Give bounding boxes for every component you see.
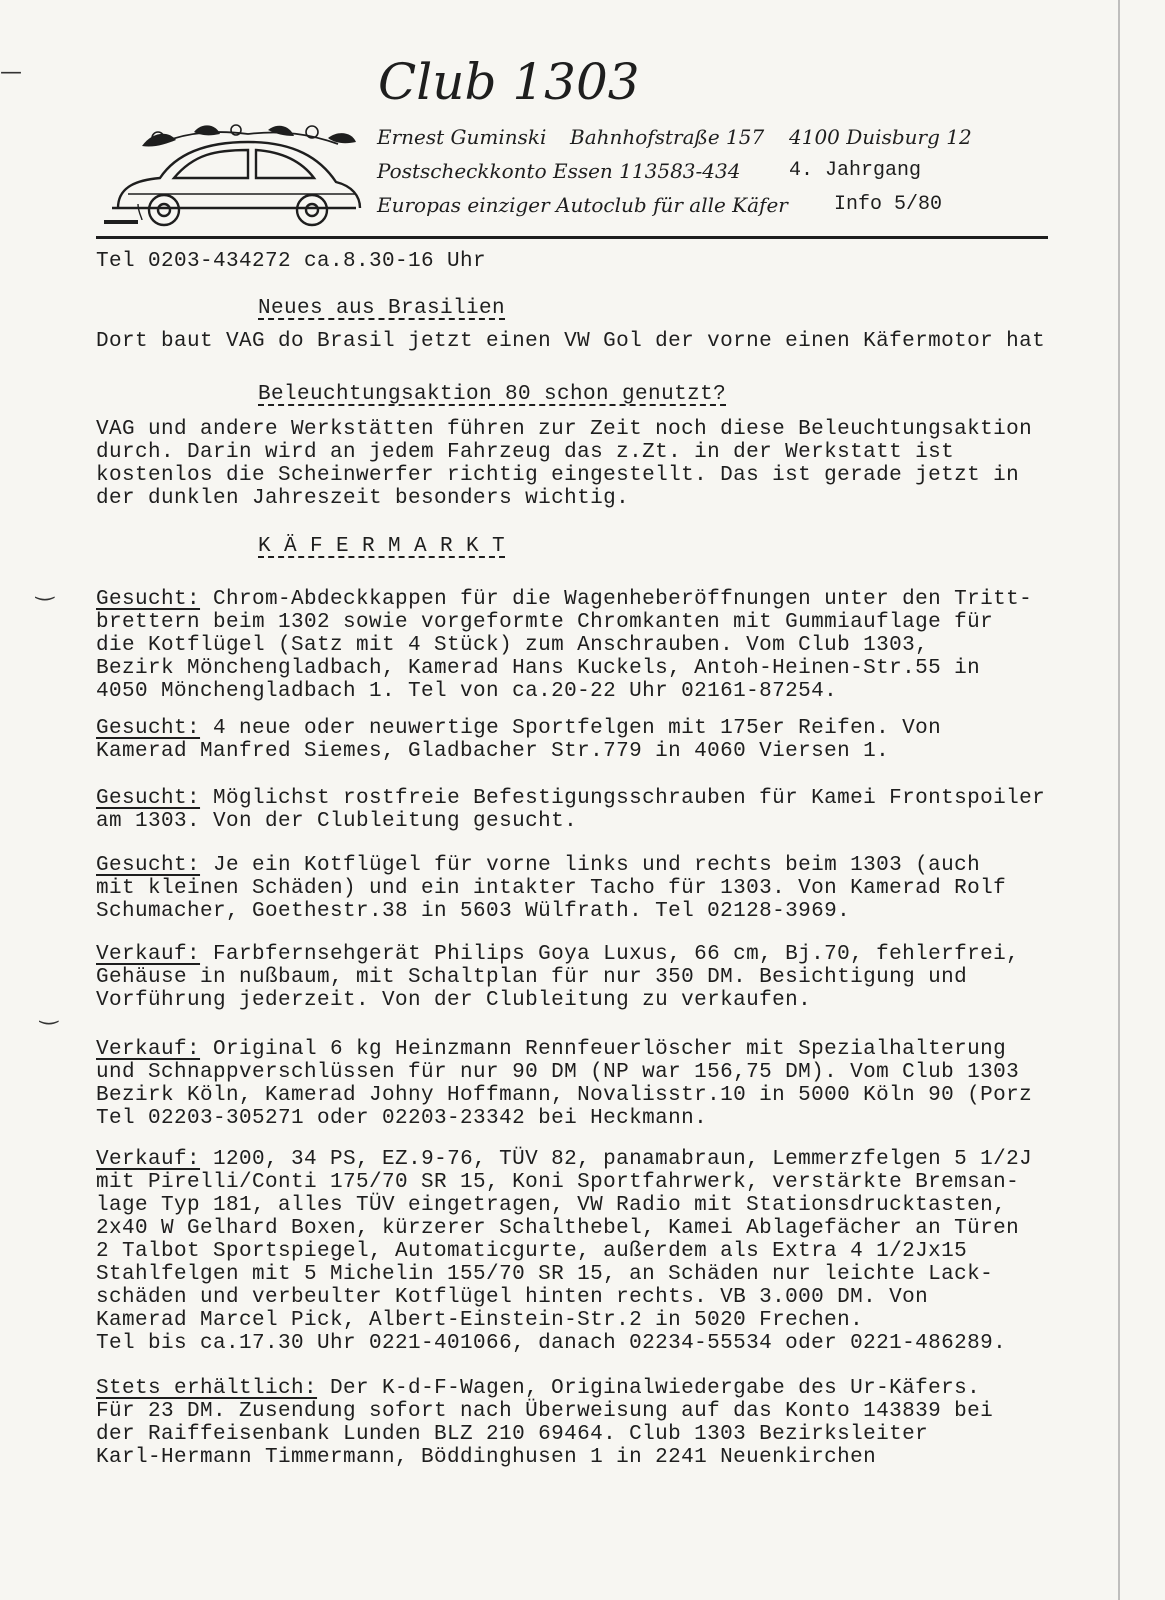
ad-line: 2x40 W Gelhard Boxen, kürzerer Schalthebel, Kamei Ablagefächer an Türen bbox=[96, 1217, 1020, 1240]
scan-edge-line bbox=[1118, 0, 1120, 1600]
ad-entry bbox=[96, 787, 1116, 833]
vw-beetle-with-flowers-icon bbox=[98, 124, 370, 232]
ad-label: Verkauf: bbox=[96, 1148, 201, 1171]
ad-entry bbox=[96, 717, 1116, 763]
ad-line: Tel bis ca.17.30 Uhr 0221-401066, danach 02234-55534 oder 0221-486289. bbox=[96, 1332, 1007, 1355]
club-city: 4100 Duisburg 12 bbox=[789, 125, 972, 149]
ad-line: Kamerad Manfred Siemes, Gladbacher Str.779 in 4060 Viersen 1. bbox=[96, 740, 890, 763]
brasilien-text bbox=[96, 330, 1116, 353]
ad-line: Gehäuse in nußbaum, mit Schaltplan für nur 350 DM. Besichtigung und bbox=[96, 966, 968, 989]
scan-mark: ‿ bbox=[40, 1000, 58, 1025]
ad-label: Verkauf: bbox=[96, 1038, 201, 1061]
ad-line: brettern beim 1302 sowie vorgeformte Chromkanten mit Gummiauflage für bbox=[96, 611, 994, 634]
ad-line: mit kleinen Schäden) und ein intakter Tacho für 1303. Von Kamerad Rolf bbox=[96, 877, 1007, 900]
ad-label: Gesucht: bbox=[96, 787, 201, 810]
club-title: Club 1303 bbox=[378, 53, 640, 111]
text-line: kostenlos die Scheinwerfer richtig eingestellt. Das ist gerade jetzt in bbox=[96, 464, 1020, 487]
text-line: der dunklen Jahreszeit besonders wichtig. bbox=[96, 487, 630, 510]
ad-first-line: 1200, 34 PS, EZ.9-76, TÜV 82, panamabraun, Lemmerzfelgen 5 1/2J bbox=[200, 1148, 1033, 1171]
ad-line: und Schnappverschlüssen für nur 90 DM (NP war 156,75 DM). Vom Club 1303 bbox=[96, 1061, 1020, 1084]
ad-label: Stets erhältlich: bbox=[96, 1377, 318, 1400]
scan-mark: — bbox=[0, 60, 22, 85]
ad-line: schäden und verbeulter Kotflügel hinten rechts. VB 3.000 DM. Von bbox=[96, 1286, 929, 1309]
ad-line: Für 23 DM. Zusendung sofort nach Überweisung auf das Konto 143839 bei bbox=[96, 1400, 994, 1423]
ad-entry bbox=[96, 588, 1116, 703]
volume-year: 4. Jahrgang bbox=[789, 159, 922, 182]
heading-brasilien: Neues aus Brasilien bbox=[258, 297, 506, 320]
ad-line: Bezirk Köln, Kamerad Johny Hoffmann, Novalisstr.10 in 5000 Köln 90 (Porz bbox=[96, 1084, 1033, 1107]
ad-line: mit Pirelli/Conti 175/70 SR 15, Koni Sportfahrwerk, verstärkte Bremsan- bbox=[96, 1171, 1020, 1194]
ad-first-line: Je ein Kotflügel für vorne links und rechts beim 1303 (auch bbox=[200, 854, 981, 877]
ad-entry bbox=[96, 854, 1116, 923]
club-slogan: Europas einziger Autoclub für alle Käfer bbox=[377, 193, 788, 217]
ad-first-line: 4 neue oder neuwertige Sportfelgen mit 175er Reifen. Von bbox=[200, 717, 942, 740]
ad-line: Stahlfelgen mit 5 Michelin 155/70 SR 15, an Schäden nur leichte Lack- bbox=[96, 1263, 994, 1286]
text-line: Dort baut VAG do Brasil jetzt einen VW Gol der vorne einen Käfermotor hat bbox=[96, 330, 1046, 353]
ad-line: Vorführung jederzeit. Von der Clubleitung zu verkaufen. bbox=[96, 989, 812, 1012]
ad-first-line: Chrom-Abdeckkappen für die Wagenheberöffnungen unter den Tritt- bbox=[200, 588, 1033, 611]
ad-entry bbox=[96, 1377, 1116, 1469]
ad-line: die Kotflügel (Satz mit 4 Stück) zum Anschrauben. Vom Club 1303, bbox=[96, 634, 929, 657]
scan-mark: ‿ bbox=[36, 576, 54, 601]
text-line: durch. Darin wird an jedem Fahrzeug das z.Zt. in der Werkstatt ist bbox=[96, 441, 955, 464]
ad-line: 2 Talbot Sportspiegel, Automaticgurte, außerdem als Extra 4 1/2Jx15 bbox=[96, 1240, 968, 1263]
heading-beleuchtung: Beleuchtungsaktion 80 schon genutzt? bbox=[258, 383, 727, 406]
ad-line: Schumacher, Goethestr.38 in 5603 Wülfrath. Tel 02128-3969. bbox=[96, 900, 851, 923]
ad-first-line: Farbfernsehgerät Philips Goya Luxus, 66 cm, Bj.70, fehlerfrei, bbox=[200, 943, 1020, 966]
club-phone: Tel 0203-434272 ca.8.30-16 Uhr bbox=[96, 250, 487, 273]
ad-line: der Raiffeisenbank Lunden BLZ 210 69464. Club 1303 Bezirksleiter bbox=[96, 1423, 929, 1446]
ad-line: Tel 02203-305271 oder 02203-23342 bei Heckmann. bbox=[96, 1107, 708, 1130]
heading-kafermarkt: K Ä F E R M A R K T bbox=[258, 535, 506, 558]
ad-first-line: Der K-d-F-Wagen, Originalwiedergabe des Ur-Käfers. bbox=[317, 1377, 981, 1400]
club-leader-name: Ernest Guminski bbox=[377, 125, 547, 149]
ad-line: 4050 Mönchengladbach 1. Tel von ca.20-22 Uhr 02161-87254. bbox=[96, 680, 838, 703]
postal-account: Postscheckkonto Essen 113583-434 bbox=[377, 159, 741, 183]
ad-line: lage Typ 181, alles TÜV eingetragen, VW Radio mit Stationsdrucktasten, bbox=[96, 1194, 1007, 1217]
ad-first-line: Möglichst rostfreie Befestigungsschrauben für Kamei Frontspoiler bbox=[200, 787, 1046, 810]
ad-line: Karl-Hermann Timmermann, Böddinghusen 1 in 2241 Neuenkirchen bbox=[96, 1446, 877, 1469]
club-street: Bahnhofstraße 157 bbox=[570, 125, 765, 149]
ad-first-line: Original 6 kg Heinzmann Rennfeuerlöscher mit Spezialhalterung bbox=[200, 1038, 1007, 1061]
ad-label: Gesucht: bbox=[96, 854, 201, 877]
ad-line: am 1303. Von der Clubleitung gesucht. bbox=[96, 810, 578, 833]
ad-label: Gesucht: bbox=[96, 588, 201, 611]
text-line: VAG und andere Werkstätten führen zur Zeit noch diese Beleuchtungsaktion bbox=[96, 418, 1033, 441]
ad-label: Verkauf: bbox=[96, 943, 201, 966]
ad-line: Bezirk Mönchengladbach, Kamerad Hans Kuckels, Antoh-Heinen-Str.55 in bbox=[96, 657, 981, 680]
ad-entry bbox=[96, 943, 1116, 1012]
header-rule bbox=[96, 236, 1048, 239]
ad-line: Kamerad Marcel Pick, Albert-Einstein-Str.2 in 5020 Frechen. bbox=[96, 1309, 864, 1332]
beleuchtung-text bbox=[96, 418, 1116, 510]
issue-number: Info 5/80 bbox=[834, 193, 943, 216]
ad-label: Gesucht: bbox=[96, 717, 201, 740]
ad-entry bbox=[96, 1038, 1116, 1130]
ad-entry bbox=[96, 1148, 1116, 1355]
